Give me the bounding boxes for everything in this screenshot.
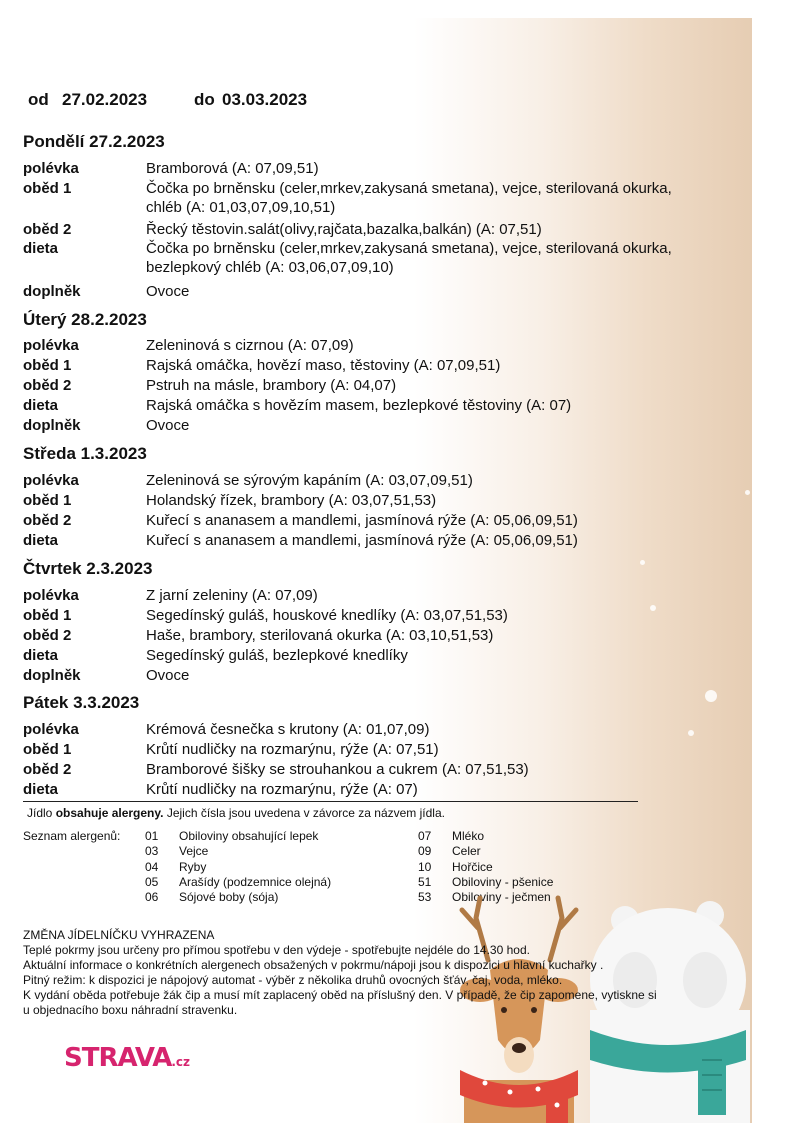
meal-text: Krůtí nudličky na rozmarýnu, rýže (A: 07,51) [146,741,439,758]
snowflake [640,560,645,565]
meal-text: Řecký těstovin.salát(olivy,rajčata,bazalka,balkán) (A: 07,51) [146,221,542,238]
snowflake [705,690,717,702]
allergen-code: 07 [418,829,432,843]
meal-text: Kuřecí s ananasem a mandlemi, jasmínová rýže (A: 05,06,09,51) [146,532,578,549]
meal-text: Ovoce [146,667,190,684]
meal-label: oběd 1 [23,741,72,758]
meal-text: Rajská omáčka, hovězí maso, těstoviny (A: 07,09,51) [146,357,501,374]
meal-text: Holandský řízek, brambory (A: 03,07,51,53) [146,492,437,509]
meal-label: dieta [23,397,59,414]
meal-text: Haše, brambory, sterilovaná okurka (A: 03,10,51,53) [146,627,494,644]
meal-text: Zeleninová se sýrovým kapáním (A: 03,07,09,51) [146,472,473,489]
meal-label: polévka [23,721,79,738]
meal-label: oběd 2 [23,377,72,394]
meal-label: oběd 2 [23,512,72,529]
allergen-name: Obiloviny - ječmen [452,890,551,904]
meal-text: Bramborová (A: 07,09,51) [146,160,319,177]
meal-text: Segedínský guláš, bezlepkové knedlíky [146,647,408,664]
meal-text: chléb (A: 01,03,07,09,10,51) [146,199,336,216]
meal-text: bezlepkový chléb (A: 03,06,07,09,10) [146,259,394,276]
meal-text: Pstruh na másle, brambory (A: 04,07) [146,377,397,394]
allergen-name: Vejce [179,844,209,858]
meal-text: Ovoce [146,283,190,300]
meal-label: oběd 1 [23,180,72,197]
meal-label: dieta [23,781,59,798]
meal-label: polévka [23,160,79,177]
meal-label: oběd 2 [23,221,72,238]
range-from-label: od [28,90,49,109]
allergen-note [27,806,445,820]
meal-label: polévka [23,472,79,489]
logo-text: STRAVA [64,1043,172,1073]
meal-text: Kuřecí s ananasem a mandlemi, jasmínová rýže (A: 05,06,09,51) [146,512,578,529]
meal-label: dieta [23,532,59,549]
allergen-code: 01 [145,829,159,843]
allergen-code: 53 [418,890,432,904]
allergen-name: Celer [452,844,481,858]
meal-label: oběd 2 [23,627,72,644]
day-title: Středa 1.3.2023 [23,444,147,463]
meal-text: Rajská omáčka s hovězím masem, bezlepkové těstoviny (A: 07) [146,397,572,414]
allergen-name: Ryby [179,860,207,874]
footer-line: K vydání oběda potřebuje žák čip a musí mít zaplacený oběd na příslušný den. V případě, že čip zapomene, vytiskne si u objednacího boxu náhradní stravenku. [23,988,657,1017]
allergen-code: 05 [145,875,159,889]
snowflake [745,490,750,495]
note-text: Jídlo [27,806,56,820]
footer-line: ZMĚNA JÍDELNÍČKU VYHRAZENA [23,928,215,942]
meal-label: oběd 2 [23,761,72,778]
meal-label: oběd 1 [23,492,72,509]
divider [23,801,638,802]
meal-label: dieta [23,647,59,664]
footer-notes [23,928,663,1018]
day-title: Pátek 3.3.2023 [23,693,140,712]
allergen-name: Hořčice [452,860,493,874]
meal-label: doplněk [23,417,81,434]
note-text: Jejich čísla jsou uvedena v závorce za názvem jídla. [163,806,445,820]
meal-label: doplněk [23,283,81,300]
allergen-code: 03 [145,844,159,858]
meal-text: Segedínský guláš, houskové knedlíky (A: 03,07,51,53) [146,607,508,624]
logo-suffix: .cz [171,1055,190,1069]
strava-logo [64,1043,190,1073]
allergen-name: Obiloviny obsahující lepek [179,829,319,843]
meal-text: Ovoce [146,417,190,434]
allergen-list-label: Seznam alergenů: [23,829,121,843]
range-from-date: 27.02.2023 [62,90,148,109]
allergen-code: 09 [418,844,432,858]
meal-text: Čočka po brněnsku (celer,mrkev,zakysaná smetana), vejce, sterilovaná okurka, [146,180,672,197]
meal-label: polévka [23,337,79,354]
meal-text: Čočka po brněnsku (celer,mrkev,zakysaná smetana), vejce, sterilovaná okurka, [146,240,672,257]
allergen-code: 51 [418,875,432,889]
footer-line: Pitný režim: k dispozici je nápojový automat - výběr z několika druhů ovocných šťáv, čaj, voda, mléko. [23,973,563,987]
range-to-date: 03.03.2023 [222,90,308,109]
allergen-code: 04 [145,860,159,874]
footer-line: Aktuální informace o konkrétních alergenech obsažených v pokrmu/nápoji jsou k dispozici u hlavní kuchařky . [23,958,604,972]
day-title: Úterý 28.2.2023 [23,310,147,329]
note-bold: obsahuje alergeny. [55,806,164,820]
meal-text: Krémová česnečka s krutony (A: 01,07,09) [146,721,430,738]
meal-text: Z jarní zeleniny (A: 07,09) [146,587,318,604]
meal-text: Zeleninová s cizrnou (A: 07,09) [146,337,354,354]
meal-text: Bramborové šišky se strouhankou a cukrem (A: 07,51,53) [146,761,529,778]
meal-label: polévka [23,587,79,604]
day-title: Pondělí 27.2.2023 [23,132,165,151]
allergen-name: Arašídy (podzemnice olejná) [179,875,332,889]
allergen-code: 06 [145,890,159,904]
range-to-label: do [194,90,215,109]
meal-label: oběd 1 [23,357,72,374]
meal-text: Krůtí nudličky na rozmarýnu, rýže (A: 07) [146,781,418,798]
allergen-code: 10 [418,860,432,874]
day-title: Čtvrtek 2.3.2023 [23,559,153,578]
allergen-name: Mléko [452,829,485,843]
meal-label: doplněk [23,667,81,684]
footer-line: Teplé pokrmy jsou určeny pro přímou spotřebu v den výdeje - spotřebujte nejdéle do 14.30 hod. [23,943,530,957]
meal-label: oběd 1 [23,607,72,624]
meal-label: dieta [23,240,59,257]
allergen-name: Obiloviny - pšenice [452,875,554,889]
allergen-name: Sójové boby (sója) [179,890,279,904]
